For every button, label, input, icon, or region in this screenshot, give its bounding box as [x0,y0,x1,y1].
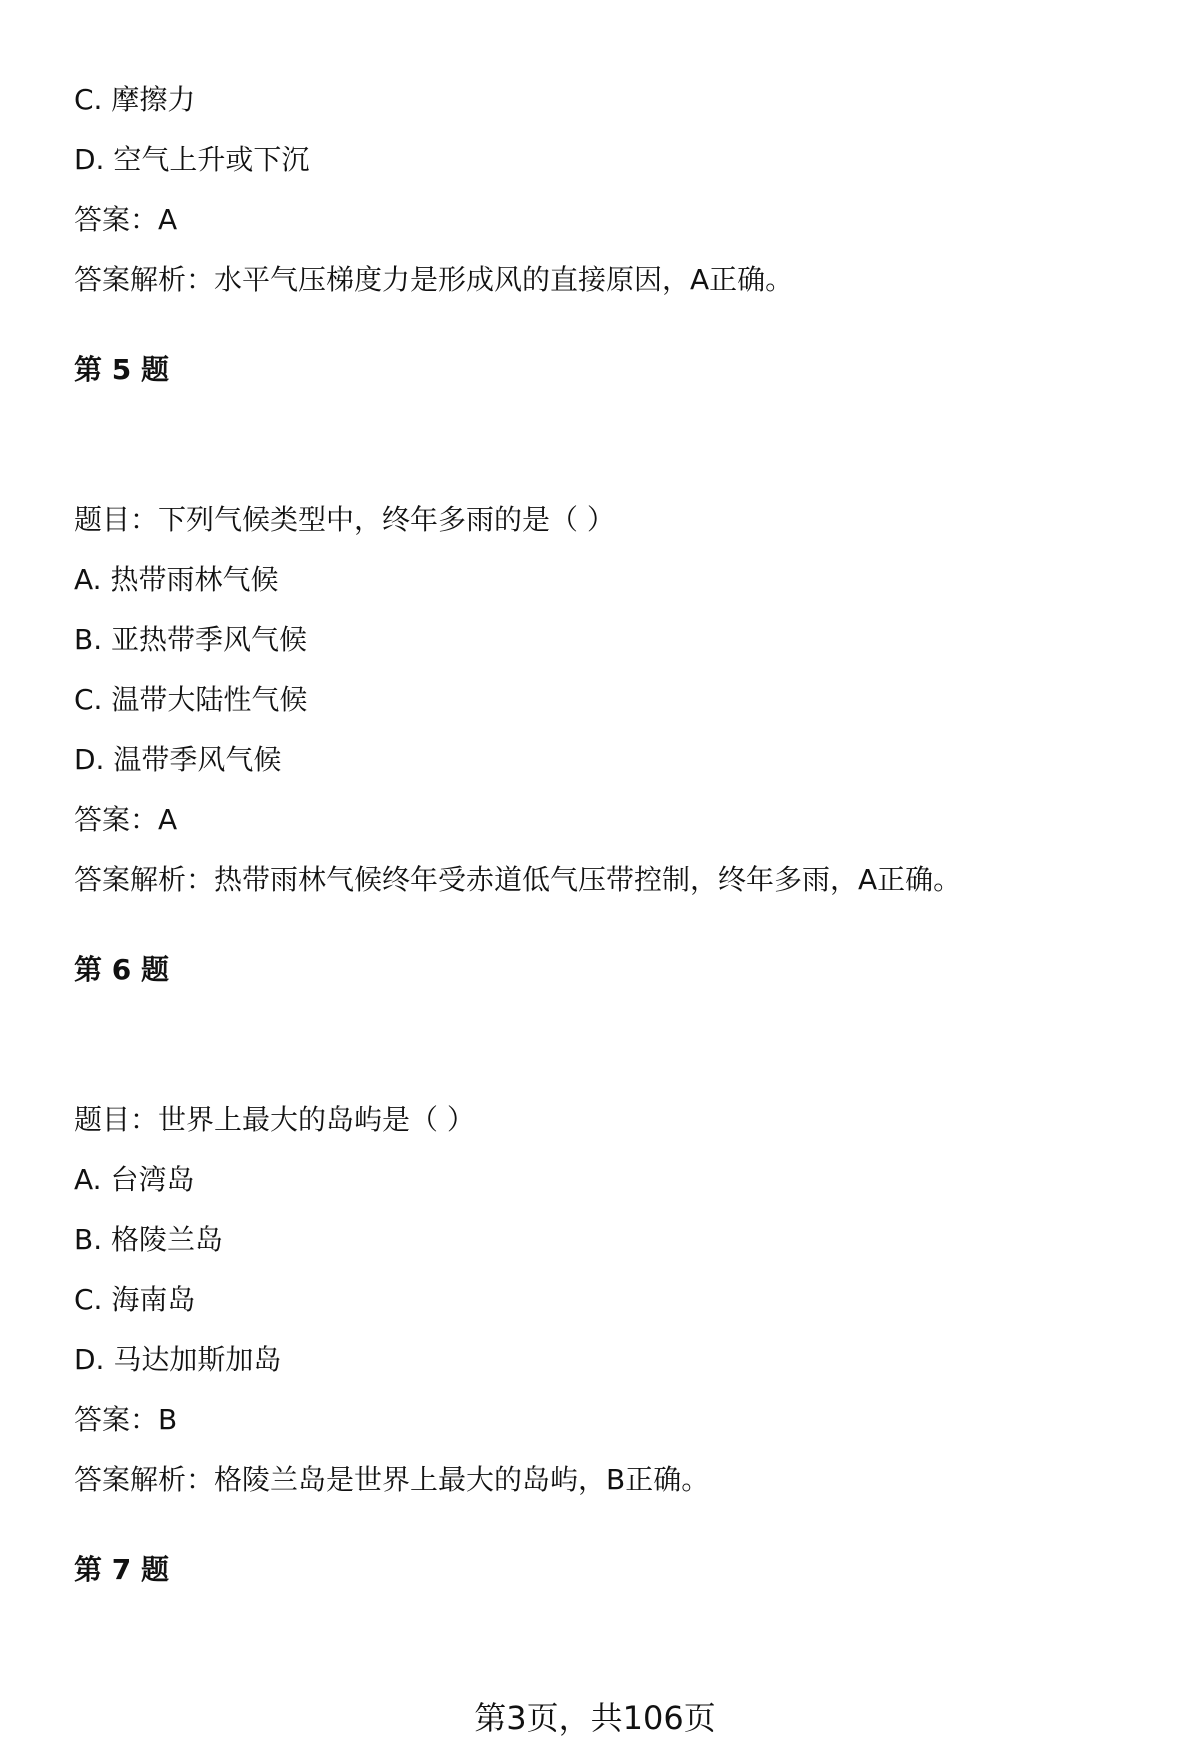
option-c: C. 海南岛 [74,1283,196,1316]
option-a: A. 热带雨林气候 [74,563,279,596]
answer-explanation: 答案解析：水平气压梯度力是形成风的直接原因，A正确。 [74,263,794,296]
answer: 答案：B [74,1403,178,1436]
page-footer: 第3页，共106页 [474,1699,716,1737]
question-heading-6: 第 6 题 [74,953,169,986]
question-text-6: 题目：世界上最大的岛屿是（ ） [74,1103,475,1136]
answer: 答案：A [74,803,178,836]
option-d: D. 马达加斯加岛 [74,1343,282,1376]
answer: 答案：A [74,203,178,236]
option-c: C. 摩擦力 [74,83,196,116]
option-d: D. 温带季风气候 [74,743,282,776]
option-b: B. 亚热带季风气候 [74,623,308,656]
option-d: D. 空气上升或下沉 [74,143,310,176]
option-b: B. 格陵兰岛 [74,1223,224,1256]
question-text-5: 题目：下列气候类型中，终年多雨的是（ ） [74,503,615,536]
option-a: A. 台湾岛 [74,1163,195,1196]
option-c: C. 温带大陆性气候 [74,683,308,716]
answer-explanation: 答案解析：格陵兰岛是世界上最大的岛屿，B正确。 [74,1463,710,1496]
question-heading-5: 第 5 题 [74,353,169,386]
answer-explanation: 答案解析：热带雨林气候终年受赤道低气压带控制，终年多雨，A正确。 [74,863,962,896]
question-heading-7: 第 7 题 [74,1553,169,1586]
